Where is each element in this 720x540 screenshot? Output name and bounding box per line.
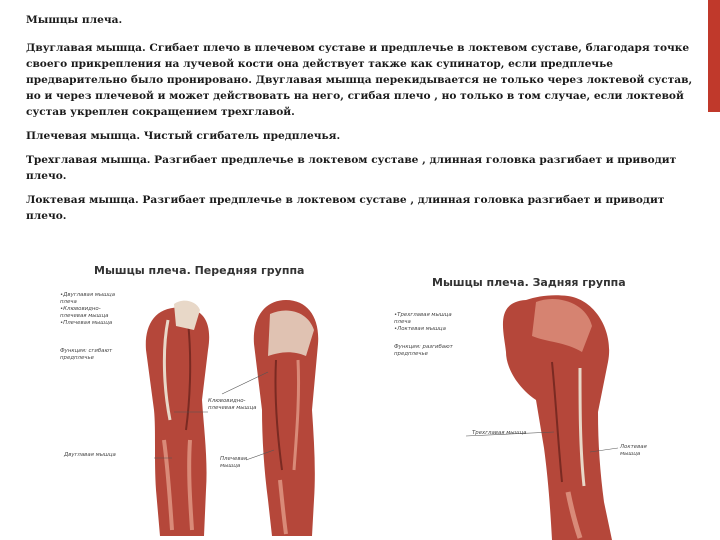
- label-triceps: Трехглавая мышца: [472, 430, 527, 436]
- paragraph-anconeus: Локтевая мышца. Разгибает предплечье в локтевом суставе , длинная головка разгибает и приводит плечо.: [26, 194, 665, 222]
- back-legend: •Трехглавая мышца плеча •Локтевая мышца: [394, 312, 452, 332]
- figure-back-group: [386, 272, 686, 540]
- figure-front-title: Мышцы плеча. Передняя группа: [94, 264, 305, 277]
- front-legend: •Двуглавая мышца плеча •Клювовидно- плечевая мышца •Плечевая мышца: [60, 292, 116, 326]
- label-anconeus: Локтевая мышца: [620, 444, 647, 457]
- back-function: Функция: разгибают предплечье: [394, 344, 453, 357]
- front-arm-1: [146, 301, 209, 536]
- accent-bar: [708, 0, 720, 112]
- slide-title: Мышцы плеча.: [26, 14, 123, 26]
- figure-back-title: Мышцы плеча. Задняя группа: [432, 276, 626, 289]
- front-arm-2: [254, 300, 318, 536]
- back-arm: [503, 295, 612, 540]
- label-coracobrachialis: Клювовидно- плечевая мышца: [208, 398, 257, 411]
- paragraph-triceps: Трехглавая мышца. Разгибает предплечье в локтевом суставе , длинная головка разгибает и приводит плечо.: [26, 154, 677, 182]
- front-function: Функция: сгибают предплечье: [60, 348, 113, 361]
- paragraph-brachialis: Плечевая мышца. Чистый сгибатель предплечья.: [26, 130, 341, 142]
- text-content: [26, 12, 696, 232]
- label-brachialis: Плечевая мышца: [220, 456, 248, 469]
- paragraph-biceps: Двуглавая мышца. Сгибает плечо в плечевом суставе и предплечье в локтевом суставе, благодаря точке своего прикрепления на лучевой кости она действует также как супинатор, если предплечье предварительно было пронировано. Двуглавая мышца перекидывается не только через локтевой сустав, но и через плечевой и может действовать на него, сгибая плечо , но только в том случае, если локтевой сустав укреплен сокращением трехглавой.: [26, 42, 693, 118]
- label-biceps: Двуглавая мышца: [64, 452, 116, 458]
- figure-front-group: [36, 260, 356, 540]
